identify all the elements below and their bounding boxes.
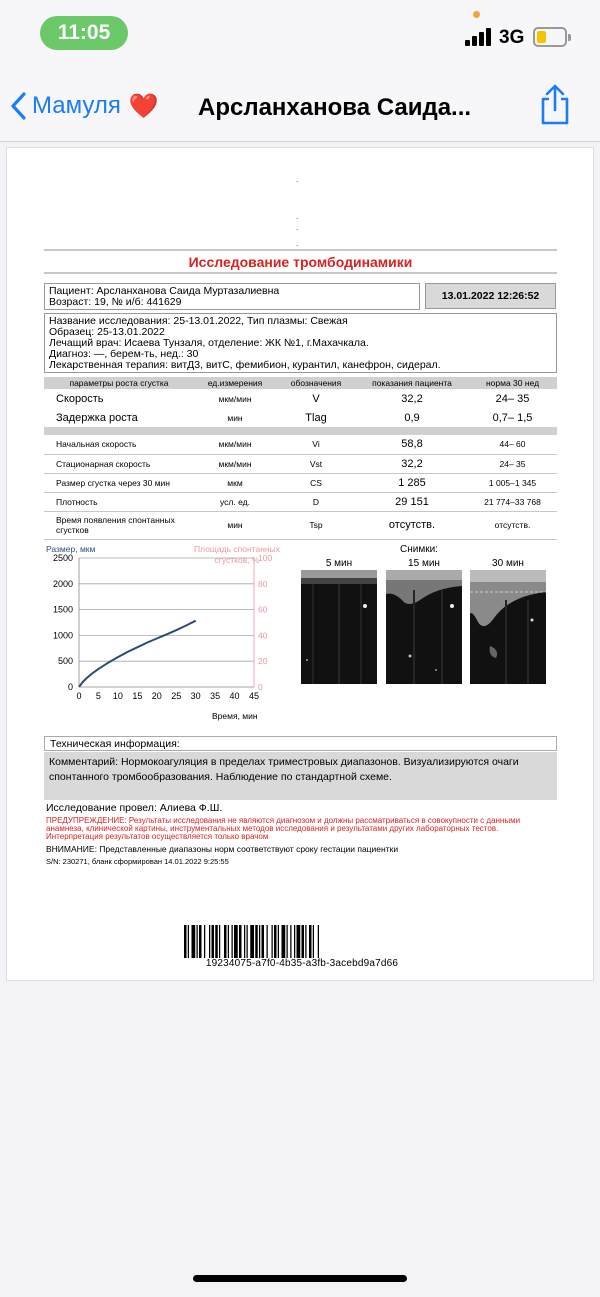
- barcode-bar: [274, 925, 277, 958]
- x-tick-label: 0: [76, 691, 82, 701]
- status-bar: [0, 0, 600, 70]
- barcode-bar: [278, 925, 279, 958]
- title-divider: [44, 249, 557, 251]
- chart-left-axis-title: Размер, мкм: [46, 544, 96, 554]
- barcode-bar: [313, 925, 314, 958]
- param-norm: 0,7– 1,5: [492, 411, 533, 424]
- barcode-bar: [282, 925, 286, 958]
- y-tick-label: 0: [67, 682, 73, 692]
- back-label: Мамуля: [32, 92, 121, 119]
- y2-tick-label: 0: [258, 682, 263, 692]
- barcode-bar: [318, 925, 319, 958]
- signal-icon: [465, 28, 493, 46]
- x-tick-label: 25: [171, 691, 182, 701]
- info-line: Название исследования: 25-13.01.2022, Тип плазмы: Свежая: [49, 315, 348, 327]
- param-name: Задержка роста: [56, 411, 138, 424]
- title-divider: [44, 272, 557, 274]
- info-line: Лекарственная терапия: витД3, витС, фемибион, курантил, канефрон, сидерал.: [49, 359, 441, 371]
- y-tick-label: 1500: [52, 604, 73, 615]
- study-info-box: [44, 313, 557, 373]
- snapshot-image-30min[interactable]: [470, 570, 546, 684]
- x-tick-label: 15: [132, 691, 143, 701]
- x-tick-label: 35: [210, 691, 221, 701]
- nav-bar: [0, 70, 600, 142]
- battery-icon: [533, 27, 567, 47]
- param-unit: мкм/мин: [194, 454, 276, 473]
- barcode-bar: [309, 925, 312, 958]
- param-norm: отсутств.: [468, 511, 557, 539]
- barcode-bar: [188, 925, 189, 958]
- y-tick-label: 2000: [52, 578, 73, 589]
- barcode-image: [184, 925, 420, 958]
- barcode-bar: [290, 925, 291, 958]
- barcode-bar: [212, 925, 215, 958]
- x-tick-label: 5: [95, 691, 101, 701]
- patient-box: [44, 283, 420, 310]
- x-tick-label: 20: [151, 691, 162, 701]
- barcode-bar: [287, 925, 288, 958]
- param-symbol: Vst: [276, 454, 356, 473]
- table-row: [44, 389, 557, 408]
- chevron-left-icon: [10, 92, 26, 120]
- test-datetime: 13.01.2022 12:26:52: [425, 283, 556, 309]
- column-header: норма 30 нед: [468, 377, 557, 389]
- y2-tick-label: 40: [258, 630, 268, 641]
- snapshot-label: 15 мин: [408, 558, 440, 569]
- param-unit: мкм/мин: [218, 393, 252, 404]
- param-name: Плотность: [44, 492, 194, 511]
- barcode-text: 19234075-a7f0-4b35-a3fb-3acebd9a7d66: [205, 958, 399, 969]
- param-unit: мкм: [194, 473, 276, 492]
- param-symbol: Tsp: [276, 511, 356, 539]
- param-value: 58,8: [356, 435, 468, 454]
- barcode-bar: [294, 925, 295, 958]
- barcode-bar: [219, 925, 220, 958]
- patient-age: Возраст: 19, № и/б: 441629: [49, 296, 182, 308]
- barcode-bar: [204, 925, 205, 958]
- barcode-bar: [259, 925, 260, 958]
- x-tick-label: 30: [190, 691, 201, 701]
- param-unit: мин: [194, 511, 276, 539]
- param-symbol: Tlag: [305, 411, 327, 424]
- barcode-bar: [215, 925, 218, 958]
- x-tick-label: 45: [248, 691, 260, 701]
- comment-box: Комментарий: Нормокоагуляция в пределах триместровых диапазонов. Визуализируются очаги спонтанного тромбообразования. Наблюдение по стандартной схеме.: [44, 752, 557, 800]
- y2-tick-label: 20: [258, 656, 268, 667]
- y2-tick-label: 60: [258, 604, 268, 615]
- x-tick-label: 40: [229, 691, 240, 701]
- serial-number: S/N: 230271, бланк сформирован 14.01.2022 9:25:55: [46, 857, 229, 866]
- param-norm: 24– 35: [495, 392, 530, 405]
- document-page[interactable]: [6, 147, 594, 981]
- thrombodynamics-chart: [44, 540, 294, 722]
- y2-tick-label: 80: [258, 578, 268, 589]
- info-line: Лечащий врач: Исаева Тунзаля, отделение: ЖК №1, г.Махачкала.: [49, 337, 369, 349]
- table-separator: [44, 427, 557, 435]
- barcode-bar: [239, 925, 242, 958]
- param-unit: мкм/мин: [194, 435, 276, 454]
- back-button[interactable]: [10, 88, 159, 124]
- heart-icon: ❤️: [128, 92, 159, 120]
- barcode-bar: [184, 925, 187, 958]
- param-name: Размер сгустка через 30 мин: [44, 473, 194, 492]
- barcode-bar: [244, 925, 245, 958]
- dot-mark: .: [296, 174, 299, 184]
- barcode-bar: [197, 925, 198, 958]
- barcode-bar: [192, 925, 196, 958]
- chart-x-axis-title: Время, мин: [212, 711, 258, 721]
- share-icon: [538, 84, 572, 126]
- param-value: отсутств.: [356, 511, 468, 539]
- warning-text: ПРЕДУПРЕЖДЕНИЕ: Результаты исследования не являются диагнозом и должны рассматриваться в совокупности с данными анамнеза, клинической картины, инструментальных методов исследования и результатами других лабораторных тестов. Интерпретация результатов осуществляется только врачом: [46, 816, 521, 841]
- y2-tick-label: 100: [258, 553, 273, 563]
- param-unit: мин: [227, 412, 243, 423]
- barcode-bar: [250, 925, 254, 958]
- param-value: 32,2: [401, 392, 423, 405]
- param-name: Время появления спонтанных сгустков: [44, 511, 194, 539]
- patient-name: Пациент: Арсланханова Саида Муртазалиевна: [49, 285, 280, 297]
- table-row: [44, 408, 557, 427]
- y-tick-label: 500: [57, 656, 73, 667]
- param-symbol: V: [312, 392, 320, 405]
- snapshots-title: Снимки:: [400, 544, 438, 555]
- param-value: 0,9: [404, 411, 420, 424]
- param-symbol: D: [276, 492, 356, 511]
- barcode-bar: [224, 925, 227, 958]
- column-header: обозначения: [276, 377, 356, 389]
- series-line: [79, 621, 196, 687]
- dot-mark: .: [296, 238, 299, 248]
- param-value: 1 285: [356, 473, 468, 492]
- home-indicator[interactable]: [193, 1275, 407, 1282]
- info-line: Диагноз: —, берем-ть, нед.: 30: [49, 348, 199, 360]
- table-row: [44, 454, 557, 473]
- param-symbol: CS: [276, 473, 356, 492]
- barcode-bar: [267, 925, 268, 958]
- chart-right-axis-title: Площадь спонтанных сгустков, %: [194, 544, 280, 565]
- param-name: Стационарная скорость: [44, 454, 194, 473]
- param-name: Начальная скорость: [44, 435, 194, 454]
- attention-text: ВНИМАНИЕ: Представленные диапазоны норм соответствуют сроку гестации пациентки: [46, 844, 399, 854]
- y-tick-label: 1000: [52, 630, 73, 641]
- technical-info: Техническая информация:: [44, 736, 557, 751]
- param-name: Скорость: [56, 392, 104, 405]
- performer: Исследование провел: Алиева Ф.Ш.: [46, 802, 223, 814]
- barcode-bar: [305, 925, 306, 958]
- param-norm: 24– 35: [468, 454, 557, 473]
- y-tick-label: 2500: [52, 553, 73, 563]
- barcode-bar: [297, 925, 301, 958]
- info-line: Образец: 25-13.01.2022: [49, 326, 165, 338]
- barcode-bar: [199, 925, 202, 958]
- table-row: [44, 473, 557, 492]
- barcode-bar: [247, 925, 248, 958]
- table-row: [44, 492, 557, 511]
- table-row: [44, 511, 557, 539]
- param-norm: 21 774–33 768: [468, 492, 557, 511]
- barcode-bar: [272, 925, 273, 958]
- param-norm: 1 005–1 345: [468, 473, 557, 492]
- param-value: 32,2: [356, 454, 468, 473]
- column-header: параметры роста сгустка: [44, 377, 194, 389]
- share-button[interactable]: [538, 84, 572, 131]
- table-header-row: [44, 377, 557, 389]
- param-unit: усл. ед.: [194, 492, 276, 511]
- status-time[interactable]: 11:05: [40, 16, 128, 50]
- parameters-table: [44, 377, 557, 540]
- barcode-bar: [262, 925, 265, 958]
- barcode-bar: [255, 925, 258, 958]
- document-title: Исследование тромбодинамики: [188, 254, 413, 270]
- table-row: [44, 435, 557, 454]
- dot-mark: .: [296, 211, 299, 221]
- barcode-bar: [302, 925, 305, 958]
- param-value: 29 151: [356, 492, 468, 511]
- snapshot-label: 30 мин: [492, 558, 524, 569]
- param-symbol: Vi: [276, 435, 356, 454]
- barcode-bar: [228, 925, 229, 958]
- snapshot-image-15min[interactable]: [386, 570, 462, 684]
- barcode-bar: [209, 925, 210, 958]
- network-type: 3G: [499, 27, 525, 48]
- barcode-bar: [232, 925, 233, 958]
- dot-mark: .: [296, 222, 299, 232]
- snapshot-label: 5 мин: [325, 558, 353, 569]
- nav-title: Арсланханова Саида...: [198, 94, 472, 121]
- column-header: показания пациента: [356, 377, 468, 389]
- privacy-indicator-dot: [473, 11, 480, 18]
- column-header: ед.измерения: [194, 377, 276, 389]
- x-tick-label: 10: [112, 691, 123, 701]
- barcode-bar: [234, 925, 238, 958]
- snapshot-image-5min[interactable]: [301, 570, 377, 684]
- param-norm: 44– 60: [468, 435, 557, 454]
